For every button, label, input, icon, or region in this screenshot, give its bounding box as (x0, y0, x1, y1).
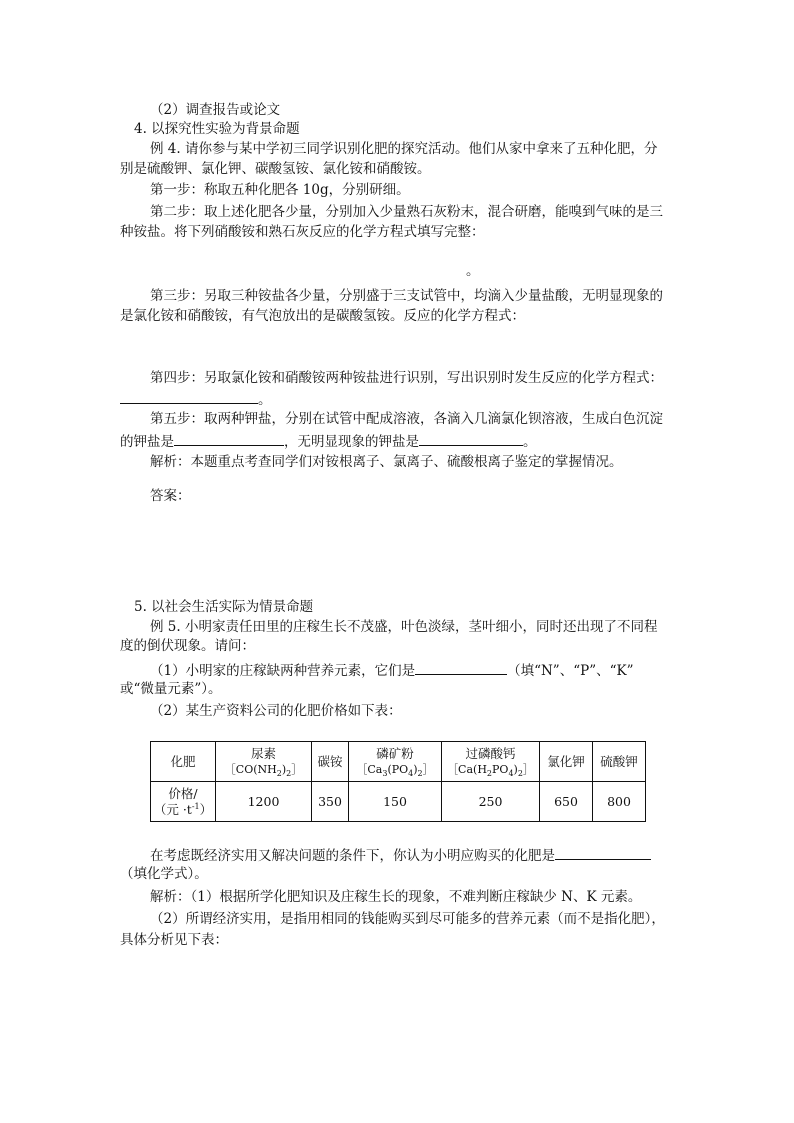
table-cell-price: 150 (349, 782, 442, 822)
table-cell-price: 1200 (216, 782, 312, 822)
example-4-intro-cont: 别是硫酸钾、氯化钾、碳酸氢铵、氯化铵和硝酸铵。 (120, 161, 431, 177)
analysis-5-part-2-cont: 具体分析见下表： (120, 932, 228, 948)
table-col-urea (216, 742, 312, 782)
step-5-text-a: 的钾盐是 (120, 434, 174, 450)
question-1-hint: （填“N”、“P”、“K” (507, 663, 634, 679)
table-cell-price: 250 (442, 782, 540, 822)
table-col-ammonium-bicarbonate: 碳铵 (312, 742, 349, 782)
col-name: 尿素 (250, 745, 276, 761)
table-col-superphosphate (442, 742, 540, 782)
fertilizer-price-table (150, 741, 646, 822)
answer-label: 答案： (150, 488, 191, 504)
question-1 (150, 660, 634, 680)
table-col-potassium-sulfate: 硫酸钾 (593, 742, 646, 782)
question-2: （2）某生产资料公司的化肥价格如下表： (150, 703, 402, 719)
step-5-blank-2[interactable] (419, 431, 523, 446)
subsection-heading: （2）调查报告或论文 (150, 102, 281, 118)
example-5-intro: 例 5. 小明家责任田里的庄稼生长不茂盛，叶色淡绿，茎叶细小，同时还出现了不同程 (150, 619, 658, 635)
table-header-label: 化肥 (151, 742, 216, 782)
table-row (151, 782, 646, 822)
step-4: 第四步：另取氯化铵和硝酸铵两种铵盐进行识别，写出识别时发生反应的化学方程式： (150, 370, 663, 386)
step-4-answer-end: 。 (258, 392, 272, 408)
step-3-cont: 是氯化铵和硝酸铵，有气泡放出的是碳酸氢铵。反应的化学方程式： (120, 308, 525, 324)
section-heading-4: 4. 以探究性实验为背景命题 (134, 121, 300, 137)
example-4-intro: 例 4. 请你参与某中学初三同学识别化肥的探究活动。他们从家中拿来了五种化肥，分 (150, 141, 658, 157)
question-2-text: 在考虑既经济实用又解决问题的条件下，你认为小明应购买的化肥是 (150, 848, 555, 864)
step-1: 第一步：称取五种化肥各 10g，分别研细。 (150, 182, 410, 198)
table-col-potassium-chloride: 氯化钾 (540, 742, 593, 782)
step-2: 第二步：取上述化肥各少量，分别加入少量熟石灰粉末，混合研磨，能嗅到气味的是三 (150, 204, 663, 220)
col-name: 磷矿粉 (376, 745, 414, 761)
table-cell-price: 800 (593, 782, 646, 822)
step-5-text-b: ，无明显现象的钾盐是 (284, 434, 419, 450)
table-cell-price: 350 (312, 782, 349, 822)
table-cell-price: 650 (540, 782, 593, 822)
table-price-label (151, 782, 216, 822)
analysis-5-part-2: （2）所谓经济实用，是指用相同的钱能购买到尽可能多的营养元素（而不是指化肥）， (150, 911, 665, 927)
step-4-answer-line (120, 389, 272, 409)
step-5-cont (120, 431, 537, 451)
col-formula: $[Ca(H_2PO_4)_2]$ (447, 762, 534, 778)
question-2-cont: （填化学式）。 (120, 866, 208, 882)
example-5-intro-cont: 度的倒伏现象。请问： (120, 638, 255, 654)
step-2-cont: 种铵盐。将下列硝酸铵和熟石灰反应的化学方程式填写完整： (120, 224, 485, 240)
question-1-blank[interactable] (415, 660, 507, 675)
step-2-answer-end: 。 (466, 263, 480, 279)
step-4-blank[interactable] (120, 389, 258, 404)
section-heading-5: 5. 以社会生活实际为情景命题 (134, 599, 314, 615)
col-name: 过磷酸钙 (465, 745, 516, 761)
step-5: 第五步：取两种钾盐，分别在试管中配成溶液，各滴入几滴氯化钡溶液，生成白色沉淀 (150, 411, 663, 427)
question-1-cont: 或“微量元素”）。 (120, 681, 222, 697)
price-unit: （元 $\cdot t^{-1}$） (153, 801, 213, 817)
question-2-blank[interactable] (555, 845, 651, 860)
step-5-blank-1[interactable] (174, 431, 284, 446)
analysis-1: 解析：本题重点考查同学们对铵根离子、氯离子、硫酸根离子鉴定的掌握情况。 (150, 454, 623, 470)
analysis-5-part-1: 解析：（1）根据所学化肥知识及庄稼生长的现象，不难判断庄稼缺少 N、K 元素。 (150, 889, 642, 905)
table-row (151, 742, 646, 782)
step-5-text-c: 。 (523, 434, 537, 450)
question-2-prompt (150, 845, 651, 865)
table-col-phosphate-rock (349, 742, 442, 782)
price-label: 价格/ (168, 785, 198, 801)
question-1-text: （1）小明家的庄稼缺两种营养元素，它们是 (150, 663, 416, 679)
step-3: 第三步：另取三种铵盐各少量，分别盛于三支试管中，均滴入少量盐酸，无明显现象的 (150, 288, 663, 304)
col-formula: $[Ca_3(PO_4)_2]$ (356, 762, 434, 778)
col-formula: $[CO(NH_2)_2]$ (224, 762, 303, 778)
